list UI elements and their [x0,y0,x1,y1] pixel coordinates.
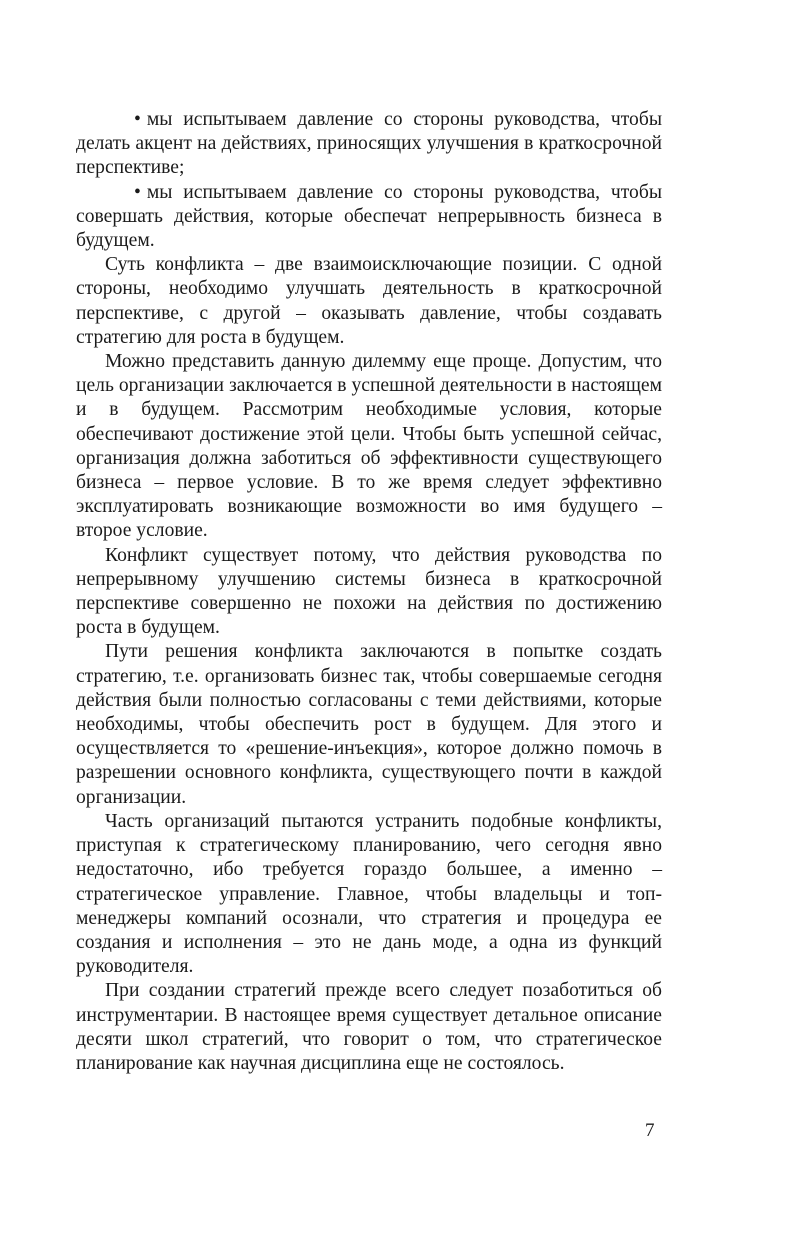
page-number: 7 [645,1120,655,1141]
bullet-item [76,181,662,254]
document-body [76,108,662,1076]
bullet-item [76,108,662,181]
paragraph-tools: При создании стратегий прежде всего следует позаботиться об инструментарии. В настоящее время существует детальное описание десяти школ стратегий, что говорит о том, что стратегическое планирование как научная дисциплина еще не состоялось. [76,980,662,1074]
bullet-text: мы испытываем давление со стороны руководства, чтобы делать акцент на действиях, приносящих улучшения в краткосрочной перспективе; [76,109,662,179]
paragraph-conflict-reason: Конфликт существует потому, что действия руководства по непрерывному улучшению системы бизнеса в краткосрочной перспективе совершенно не похожи на действия по достижению роста в будущем. [76,544,662,639]
paragraph-conflict-essence: Суть конфликта – две взаимоисключающие позиции. С одной стороны, необходимо улучшать деятельность в краткосрочной перспективе, с другой – оказывать давление, чтобы создавать стратегию для роста в будущем. [76,254,662,348]
bullet-marker: • [134,181,141,203]
paragraph-strategic-management: Часть организаций пытаются устранить подобные конфликты, приступая к стратегическому планированию, чего сегодня явно недостаточно, ибо требуется гораздо большее, а именно – стратегическое управление. Главное, чтобы владельцы и топ-менеджеры компаний осознали, что стратегия и процедура ее создания и исполнения – это не дань моде, а одна из функций руководителя. [76,810,662,978]
bullet-text: мы испытываем давление со стороны руководства, чтобы совершать действия, которые обеспечат непрерывность бизнеса в будущем. [76,181,662,252]
bullet-marker: • [134,109,141,130]
paragraph-dilemma: Можно представить данную дилемму еще проще. Допустим, что цель организации заключается в успешной деятельности в настоящем и в будущем. Рассмотрим необходимые условия, которые обеспечивают достижение этой цели. Чтобы быть успешной сейчас, организация должна заботиться об эффективности существующего бизнеса – первое условие. В то же время следует эффективно эксплуатировать возникающие возможности во имя будущего – второе условие. [76,351,662,542]
paragraph-solution: Пути решения конфликта заключаются в попытке создать стратегию, т.е. организовать бизнес так, чтобы совершаемые сегодня действия были полностью согласованы с теми действиями, которые необходимы, чтобы обеспечить рост в будущем. Для этого и осуществляется то «решение-инъекция», которое должно помочь в разрешении основного конфликта, существующего почти в каждой организации. [76,641,662,808]
